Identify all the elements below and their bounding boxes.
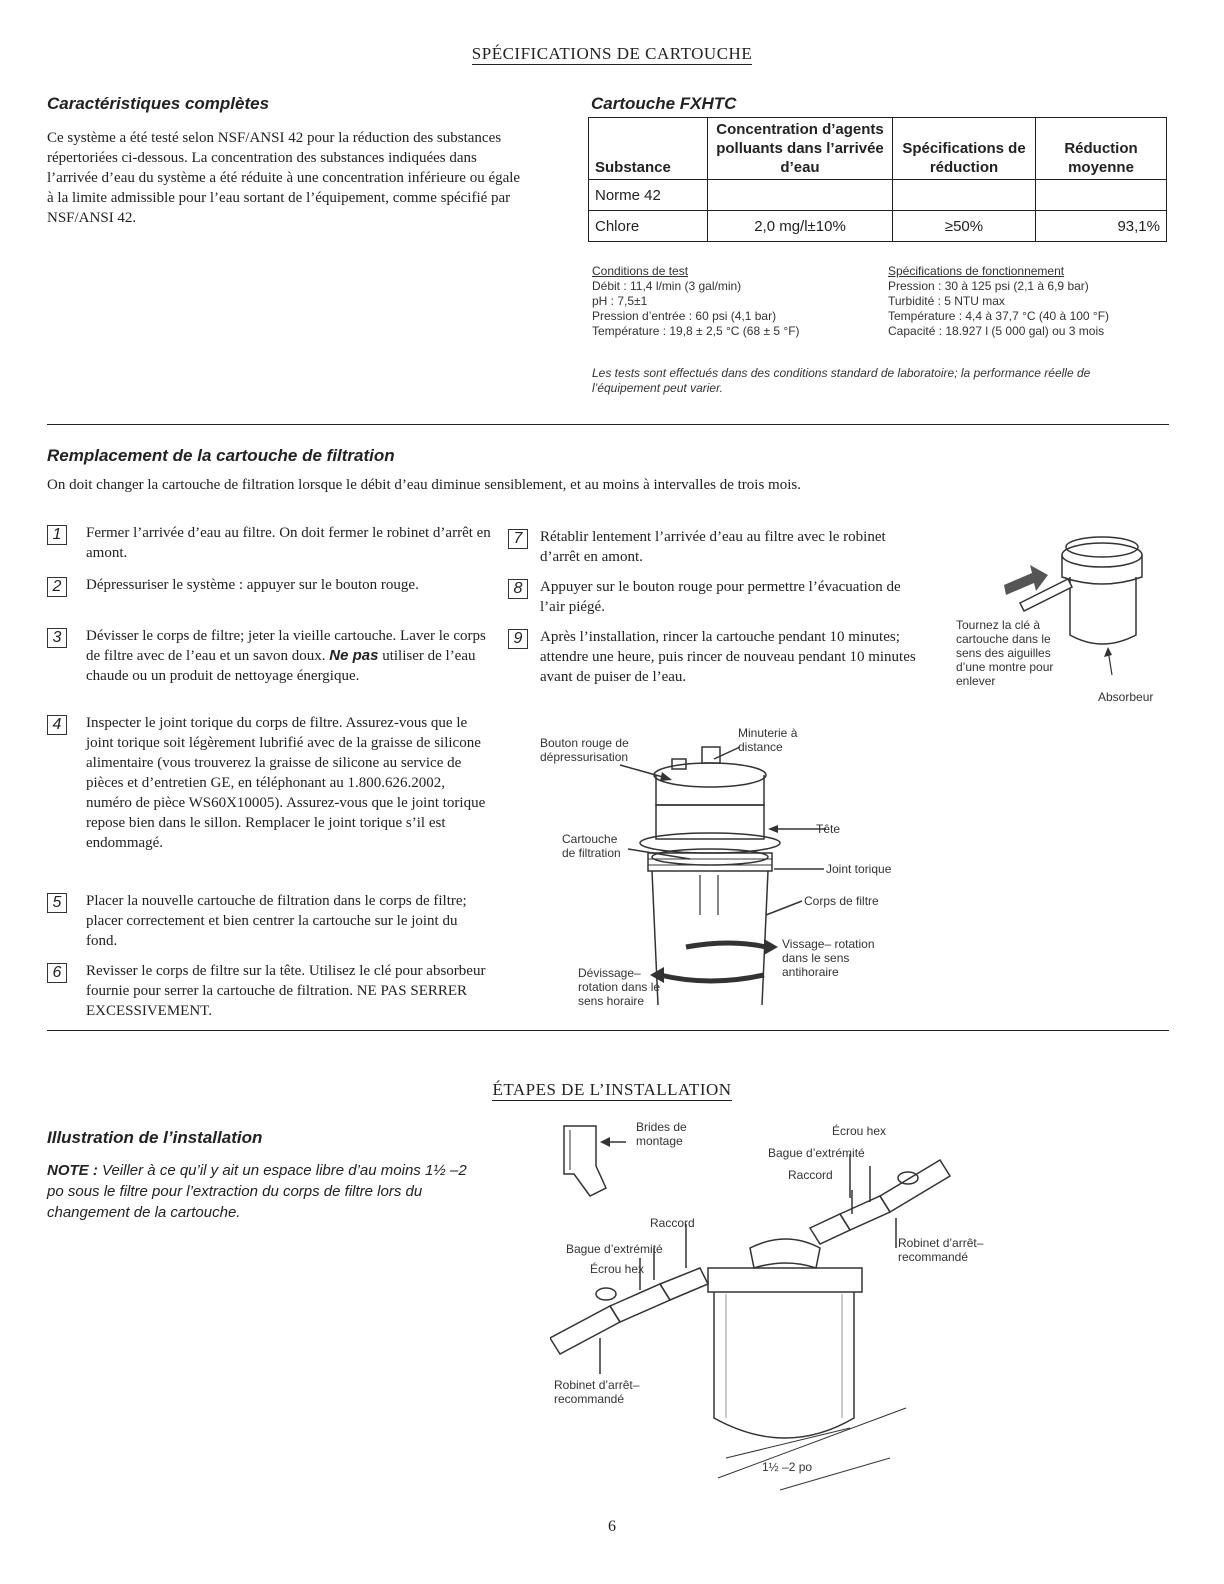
table-cell: Norme 42 xyxy=(589,180,708,211)
end-ring-left-label: Bague d’extrémité xyxy=(566,1242,663,1256)
step-text: Appuyer sur le bouton rouge pour permettre l’évacuation de l’air piégé. xyxy=(540,579,901,615)
install-note: NOTE : Veiller à ce qu’il y ait un espace libre d’au moins 1½ –2 po sous le filtre pour l’extraction du corps de filtre lors du changement de la cartouche. xyxy=(47,1162,467,1221)
step-number: 4 xyxy=(47,715,67,735)
table-row xyxy=(589,180,1167,211)
wrench-turn-label: Tournez la clé à cartouche dans le sens des aiguilles d’une montre pour enlever xyxy=(956,618,1054,688)
clearance-label: 1½ –2 po xyxy=(762,1460,813,1474)
hex-nut-left-label: Écrou hex xyxy=(590,1262,645,1276)
test-condition-line: Pression d’entrée : 60 psi (4,1 bar) xyxy=(592,309,777,323)
divider xyxy=(47,424,1169,425)
operating-spec-line: Capacité : 18.927 l (5 000 gal) ou 3 mois xyxy=(888,324,1105,338)
lab-note: Les tests sont effectués dans des conditions standard de laboratoire; la performance réelle de l’équipement peut varier. xyxy=(592,366,1091,395)
step-text: Fermer l’arrivée d’eau au filtre. On doit fermer le robinet d’arrêt en amont. xyxy=(86,525,491,561)
fitting-right-label: Raccord xyxy=(788,1168,833,1182)
table-header-row xyxy=(589,118,1167,180)
hex-nut-right-label: Écrou hex xyxy=(832,1124,887,1138)
step-text: Rétablir lentement l’arrivée d’eau au filtre avec le robinet d’arrêt en amont. xyxy=(540,529,886,565)
test-condition-line: Débit : 11,4 l/min (3 gal/min) xyxy=(592,279,742,293)
note-label: NOTE : xyxy=(47,1162,98,1179)
unscrew-label: Dévissage– rotation dans le sens horaire xyxy=(578,966,661,1008)
head-label: Tête xyxy=(816,822,841,836)
timer-label: Minuterie à distance xyxy=(738,726,798,754)
step-text: Inspecter le joint torique du corps de filtre. Assurez-vous que le joint torique soit légèrement lubrifié avec de la graisse de silicone alimentaire (vous trouverez la graisse de silicone au service de pièces et d’entretien GE, en téléphonant au 1.800.626.2002, numéro de pièce WS60X10005). Assurez-vous que le joint torique repose bien dans le sillon. Remplacer le joint torique s’il est endommagé. xyxy=(86,715,486,851)
test-condition-line: Température : 19,8 ± 2,5 °C (68 ± 5 °F) xyxy=(592,324,800,338)
operating-spec-line: Pression : 30 à 125 psi (2,1 à 6,9 bar) xyxy=(888,279,1089,293)
valve-left-label: Robinet d’arrêt– recommandé xyxy=(554,1378,640,1406)
cartridge-title: Cartouche FXHTC xyxy=(591,94,737,113)
table-cell: Chlore xyxy=(589,211,708,242)
table-cell: 93,1% xyxy=(1036,211,1167,242)
step-text: Dévisser le corps de filtre; jeter la vieille cartouche. Laver le corps de filtre avec de l’eau et un savon doux. Ne pas utiliser de l’eau chaude ou un produit de nettoyage énergique. xyxy=(86,628,486,684)
features-title: Caractéristiques complètes xyxy=(47,94,270,113)
test-conditions-title: Conditions de test xyxy=(592,264,689,278)
screw-label: Vissage– rotation dans le sens antihoraire xyxy=(782,937,875,979)
operating-specs-title: Spécifications de fonctionnement xyxy=(888,264,1065,278)
step-number: 8 xyxy=(508,579,528,599)
red-button-label: Bouton rouge de dépressurisation xyxy=(540,736,629,764)
install-title: Illustration de l’installation xyxy=(47,1128,263,1147)
step-number: 5 xyxy=(47,893,67,913)
installation-diagram xyxy=(550,1118,970,1508)
step-number: 1 xyxy=(47,525,67,545)
table-header: Substance xyxy=(589,118,708,180)
table-cell: ≥50% xyxy=(893,211,1036,242)
test-condition-line: pH : 7,5±1 xyxy=(592,294,648,308)
step-text: Revisser le corps de filtre sur la tête. Utilisez le clé pour absorbeur fournie pour serrer la cartouche de filtration. NE PAS SERRER EXCESSIVEMENT. xyxy=(86,963,486,1019)
oring-label: Joint torique xyxy=(826,862,892,876)
emphasis: Ne pas xyxy=(329,647,379,664)
step-number: 2 xyxy=(47,577,67,597)
step-number: 9 xyxy=(508,629,528,649)
table-cell xyxy=(893,180,1036,211)
brackets-label: Brides de montage xyxy=(636,1120,687,1148)
operating-specs xyxy=(888,264,1168,339)
section-title-specifications: SPÉCIFICATIONS DE CARTOUCHE xyxy=(471,44,753,63)
housing-label: Corps de filtre xyxy=(804,894,879,908)
table-header: Réduction moyenne xyxy=(1036,118,1167,180)
operating-spec-line: Turbidité : 5 NTU max xyxy=(888,294,1005,308)
replacement-intro: On doit changer la cartouche de filtration lorsque le débit d’eau diminue sensiblement, et au moins à intervalles de trois mois. xyxy=(47,477,801,493)
step-number: 6 xyxy=(47,963,67,983)
replacement-title: Remplacement de la cartouche de filtration xyxy=(47,446,395,465)
step-number: 7 xyxy=(508,529,528,549)
cartridge-table xyxy=(588,117,1167,242)
table-row xyxy=(589,211,1167,242)
absorber-label: Absorbeur xyxy=(1098,690,1154,704)
page-number: 6 xyxy=(608,1518,616,1535)
fitting-left-label: Raccord xyxy=(650,1216,695,1230)
end-ring-right-label: Bague d’extrémité xyxy=(768,1146,865,1160)
test-conditions xyxy=(592,264,882,339)
step-text: Après l’installation, rincer la cartouche pendant 10 minutes; attendre une heure, puis rincer de nouveau pendant 10 minutes avant de puiser de l’eau. xyxy=(540,629,916,685)
step-text: Placer la nouvelle cartouche de filtration dans le corps de filtre; placer correctement et bien centrer la cartouche sur le joint du fond. xyxy=(86,893,467,949)
section-title-installation: ÉTAPES DE L’INSTALLATION xyxy=(492,1080,732,1099)
step-text: Dépressuriser le système : appuyer sur le bouton rouge. xyxy=(86,577,419,593)
valve-right-label: Robinet d’arrêt– recommandé xyxy=(898,1236,984,1264)
table-cell xyxy=(708,180,893,211)
step-number: 3 xyxy=(47,628,67,648)
features-text: Ce système a été testé selon NSF/ANSI 42 pour la réduction des substances répertoriées ci-dessous. La concentration des substances indiquées dans l’arrivée d’eau du système a été réduite à une concentration inférieure ou égale à la limite admissible pour l’eau sortant de l’équipement, comme spécifié par NSF/ANSI 42. xyxy=(47,130,521,226)
cartridge-label: Cartouche de filtration xyxy=(562,832,621,860)
divider xyxy=(47,1030,1169,1031)
table-cell: 2,0 mg/l±10% xyxy=(708,211,893,242)
table-header: Concentration d’agents polluants dans l’arrivée d’eau xyxy=(708,118,893,180)
table-cell xyxy=(1036,180,1167,211)
operating-spec-line: Température : 4,4 à 37,7 °C (40 à 100 °F) xyxy=(888,309,1110,323)
table-header: Spécifications de réduction xyxy=(893,118,1036,180)
